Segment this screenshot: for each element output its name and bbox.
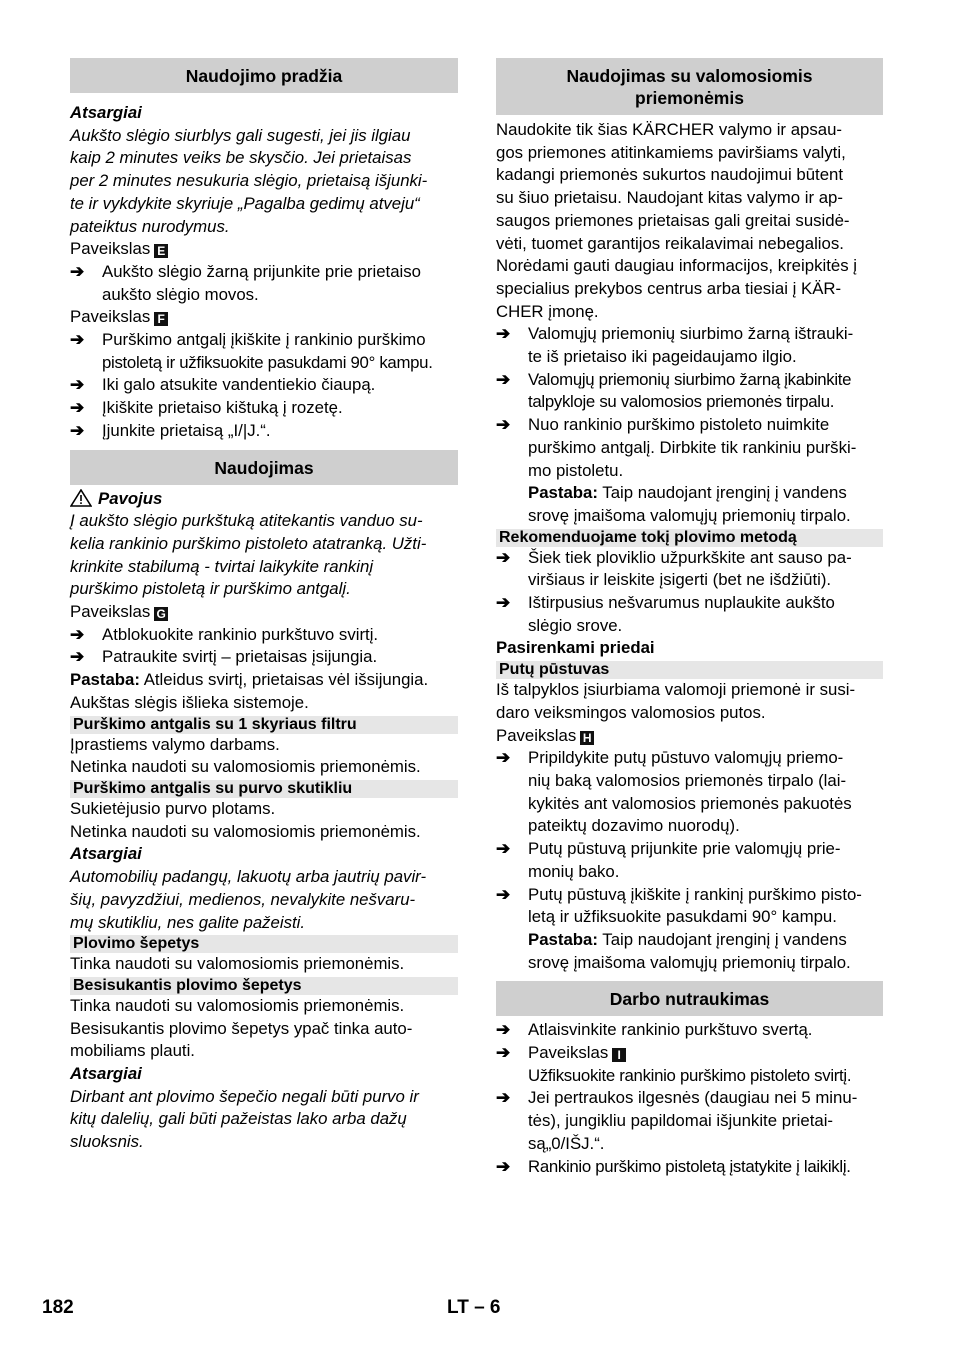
body-text: Sukietėjusio purvo plotams.: [70, 798, 276, 818]
caution-line: Automobilių padangų, lakuotų arba jautrių pavir-: [70, 867, 427, 887]
subheading-nozzle-scraper: Purškimo antgalis su purvo skutikliu: [70, 780, 458, 798]
step-text: Užfiksuokite rankinio purškimo pistoleto svirtį.: [528, 1065, 852, 1085]
step-text: te iš prietaiso iki pageidaujamo ilgio.: [528, 347, 797, 367]
note: [70, 669, 458, 692]
section-heading-cleaning-agents: [496, 58, 883, 115]
right-column: [496, 58, 883, 1178]
left-column: [70, 58, 458, 1154]
note-label: Pastaba:: [528, 929, 598, 949]
step-text: Valomųjų priemonių siurbimo žarną įkabinkite: [528, 369, 852, 389]
instruction-step: [496, 414, 883, 528]
subheading-foam-nozzle: Putų pūstuvas: [496, 661, 883, 679]
step-text: viršiaus ir leiskite įsigerti (bet ne išdžiūti).: [528, 570, 832, 590]
instruction-step: [496, 838, 883, 883]
figure-label: Paveikslas: [528, 1043, 609, 1063]
step-text: Nuo rankinio purškimo pistoleto nuimkite: [528, 415, 830, 435]
instruction-step: [70, 624, 458, 647]
body-text: daro veiksmingos valomosios putos.: [496, 702, 766, 722]
step-text: Purškimo antgalį įkiškite į rankinio purškimo: [102, 330, 426, 350]
arrow-right-icon: ➔: [70, 375, 85, 395]
figure-label: Paveikslas: [70, 602, 151, 622]
step-text: Rankinio purškimo pistoletą įstatykite į laikiklį.: [528, 1156, 851, 1176]
note: [528, 929, 883, 952]
arrow-right-icon: ➔: [496, 1088, 511, 1108]
body-text: Besisukantis plovimo šepetys ypač tinka auto-: [70, 1018, 413, 1038]
section-heading-use: Naudojimas: [70, 450, 458, 485]
instruction-step: [70, 329, 458, 374]
step-text: mo pistoletu.: [528, 460, 624, 480]
instruction-step: [70, 261, 458, 306]
body-text: Tinka naudoti su valomosiomis priemonėmis.: [70, 995, 405, 1015]
caution-line: mų skutikliu, nes galite pažeisti.: [70, 912, 306, 932]
caution-line: šių, pavyzdžiui, medienos, nevalykite nešvaru-: [70, 889, 416, 909]
note-text: Atleidus svirtį, prietaisas vėl išsijungia.: [139, 670, 429, 690]
figure-letter-badge: E: [154, 244, 168, 258]
subheading-rotating-brush: Besisukantis plovimo šepetys: [70, 977, 458, 995]
step-text: talpykloje su valomosios priemonės tirpalu.: [528, 392, 835, 412]
arrow-right-icon: ➔: [496, 1043, 511, 1063]
instruction-step: [496, 1087, 883, 1155]
body-text: Naudokite tik šias KÄRCHER valymo ir apsau-: [496, 120, 842, 139]
body-text: su šiuo prietaisu. Naudojant kitas valymo ir ap-: [496, 188, 843, 208]
step-text: Šiek tiek ploviklio užpurkškite ant sauso pa-: [528, 547, 852, 567]
section-heading-start: Naudojimo pradžia: [70, 58, 458, 93]
heading-line: priemonėmis: [635, 88, 744, 108]
note-label: Pastaba:: [70, 670, 140, 690]
step-text: Valomųjų priemonių siurbimo žarną ištrauki-: [528, 324, 854, 344]
note-text: Taip naudojant įrenginį į vandens: [597, 483, 847, 503]
step-text: Įkiškite prietaiso kištuką į rozetę.: [102, 398, 343, 418]
arrow-right-icon: ➔: [496, 884, 511, 904]
figure-label: Paveikslas: [496, 725, 577, 745]
instruction-step: [496, 884, 883, 975]
instruction-step: [496, 747, 883, 838]
subheading-nozzle-filter: Purškimo antgalis su 1 skyriaus filtru: [70, 716, 458, 734]
subheading-brush: Plovimo šepetys: [70, 935, 458, 953]
step-text: Aukšto slėgio žarną prijunkite prie prietaiso: [102, 261, 422, 281]
arrow-right-icon: ➔: [496, 1156, 511, 1176]
arrow-right-icon: ➔: [496, 415, 511, 435]
section-heading-stop: Darbo nutraukimas: [496, 981, 883, 1016]
body-text: CHER įmonę.: [496, 301, 599, 321]
warning-triangle-icon: [70, 489, 92, 507]
body-text: Netinka naudoti su valomosiomis priemonėmis.: [70, 821, 421, 841]
instruction-step: [496, 592, 883, 637]
arrow-right-icon: ➔: [70, 420, 85, 440]
page-number: 182: [42, 1297, 74, 1318]
body-text: gos priemones atitinkamiems paviršiams valyti,: [496, 142, 846, 162]
body-text: mobiliams plauti.: [70, 1041, 195, 1061]
danger-title: Pavojus: [98, 488, 163, 508]
note: [528, 482, 883, 505]
step-text: Ištirpusius nešvarumus nuplaukite aukšto: [528, 593, 835, 613]
arrow-right-icon: ➔: [496, 748, 511, 768]
note-text: srovę įmaišoma valomųjų priemonių tirpalo.: [528, 952, 851, 972]
caution-line: per 2 minutes nesukuria slėgio, prietaisą išjunki-: [70, 171, 428, 191]
danger-title-row: [70, 488, 458, 511]
caution-title: Atsargiai: [70, 1064, 142, 1084]
caution-line: Dirbant ant plovimo šepečio negali būti purvo ir: [70, 1086, 419, 1106]
body-text: Norėdami gauti daugiau informacijos, kreipkitės į: [496, 256, 857, 276]
instruction-step: [496, 323, 883, 368]
figure-label: Paveikslas: [70, 239, 151, 259]
step-text: letą ir užfiksuokite pasukdami 90° kampu.: [528, 907, 837, 927]
subheading-method: Rekomenduojame tokį plovimo metodą: [496, 529, 883, 547]
danger-line: Į aukšto slėgio purkštuką atitekantis vanduo su-: [70, 511, 423, 531]
note-text: Aukštas slėgis išlieka sistemoje.: [70, 692, 309, 712]
caution-line: kitų dalelių, gali būti pažeistas lako arba dažų: [70, 1109, 407, 1129]
body-text: saugos priemones prietaisas gali greitai susidė-: [496, 210, 850, 230]
body-text: kadangi priemonės sukurtos naudojimui būtent: [496, 165, 844, 185]
arrow-right-icon: ➔: [496, 324, 511, 344]
figure-letter-badge: H: [580, 731, 594, 745]
arrow-right-icon: ➔: [70, 330, 85, 350]
instruction-step: [70, 397, 458, 420]
arrow-right-icon: ➔: [496, 1020, 511, 1040]
caution-line: Aukšto slėgio siurblys gali sugesti, jei jis ilgiau: [70, 125, 411, 145]
step-text: pistoletą ir užfiksuokite pasukdami 90° kampu.: [102, 352, 433, 372]
step-text: są„0/IŠJ.“.: [528, 1133, 605, 1153]
instruction-step: [70, 646, 458, 669]
body-text: specialius prekybos centrus arba tiesiai į KÄR-: [496, 278, 842, 298]
step-text: slėgio srove.: [528, 615, 623, 635]
note-text: srovę įmaišoma valomųjų priemonių tirpalo.: [528, 505, 851, 525]
arrow-right-icon: ➔: [70, 647, 85, 667]
instruction-step: [70, 420, 458, 443]
caution-line: te ir vykdykite skyriuje „Pagalba gedimų atveju“: [70, 193, 420, 213]
figure-label: Paveikslas: [70, 307, 151, 327]
caution-title: Atsargiai: [70, 844, 142, 864]
figure-ref: [70, 306, 458, 329]
note-text: Taip naudojant įrenginį į vandens: [597, 929, 847, 949]
figure-ref: [70, 601, 458, 624]
step-text: aukšto slėgio movos.: [102, 284, 259, 304]
step-text: Jei pertraukos ilgesnės (daugiau nei 5 minu-: [528, 1088, 858, 1108]
figure-ref: [528, 1042, 883, 1065]
step-text: Iki galo atsukite vandentiekio čiaupą.: [102, 375, 376, 395]
step-text: tės), jungikliu papildomai išjunkite prietai-: [528, 1111, 834, 1131]
arrow-right-icon: ➔: [496, 593, 511, 613]
caution-title: Atsargiai: [70, 103, 142, 122]
caution-line: kaip 2 minutes veiks be skysčio. Jei prietaisas: [70, 148, 412, 168]
step-text: Įjunkite prietaisą „I/|J.“.: [102, 420, 271, 440]
caution-line: pateiktus nurodymus.: [70, 216, 230, 236]
danger-line: purškimo pistoletą ir purškimo antgalį.: [70, 579, 351, 599]
caution-line: sluoksnis.: [70, 1132, 144, 1152]
note-label: Pastaba:: [528, 483, 598, 503]
instruction-step: [70, 374, 458, 397]
body-text: Netinka naudoti su valomosiomis priemonėmis.: [70, 757, 421, 777]
body-text: Tinka naudoti su valomosiomis priemonėmis.: [70, 954, 405, 974]
step-text: monių bako.: [528, 861, 620, 881]
instruction-step: [496, 369, 883, 414]
danger-line: kelia rankinio purškimo pistoleto atatranką. Užti-: [70, 533, 427, 553]
instruction-step: [496, 1156, 883, 1179]
step-text: kykitės ant valomosios priemonės pakuotės: [528, 793, 852, 813]
step-text: Putų pūstuvą įkiškite į rankinį purškimo pisto-: [528, 884, 862, 904]
heading-line: Naudojimas su valomosiomis: [566, 66, 813, 86]
instruction-step: [496, 547, 883, 592]
step-text: Pripildykite putų pūstuvo valomųjų priemo-: [528, 748, 844, 768]
arrow-right-icon: ➔: [70, 398, 85, 418]
arrow-right-icon: ➔: [496, 547, 511, 567]
step-text: pateiktų dozavimo nuorodų).: [528, 816, 740, 836]
step-text: Atlaisvinkite rankinio purkštuvo svertą.: [528, 1020, 813, 1040]
figure-letter-badge: F: [154, 312, 168, 326]
body-text: vėti, tuomet garantijos reikalavimai nebegalios.: [496, 233, 844, 253]
arrow-right-icon: ➔: [70, 261, 85, 281]
page-code: LT – 6: [447, 1297, 501, 1318]
danger-line: krinkite stabilumą - tvirtai laikykite rankinį: [70, 556, 374, 576]
step-text: Putų pūstuvą prijunkite prie valomųjų prie-: [528, 839, 841, 859]
subheading-optional-accessories: Pasirenkami priedai: [496, 638, 655, 658]
instruction-step: [496, 1042, 883, 1087]
step-text: Atblokuokite rankinio purkštuvo svirtį.: [102, 624, 379, 644]
body-text: Iš talpyklos įsiurbiama valomoji priemonė ir susi-: [496, 680, 856, 700]
figure-ref: [496, 725, 883, 748]
figure-letter-badge: G: [154, 607, 168, 621]
body-text: Įprastiems valymo darbams.: [70, 734, 280, 754]
step-text: purškimo antgalį. Dirbkite tik rankiniu purški-: [528, 437, 857, 457]
instruction-step: [496, 1019, 883, 1042]
figure-letter-badge: I: [612, 1048, 626, 1062]
arrow-right-icon: ➔: [496, 839, 511, 859]
arrow-right-icon: ➔: [496, 369, 511, 389]
figure-ref: [70, 238, 458, 261]
step-text: nių baką valomosios priemonės tirpalo (lai-: [528, 770, 847, 790]
arrow-right-icon: ➔: [70, 624, 85, 644]
step-text: Patraukite svirtį – prietaisas įsijungia.: [102, 647, 378, 667]
